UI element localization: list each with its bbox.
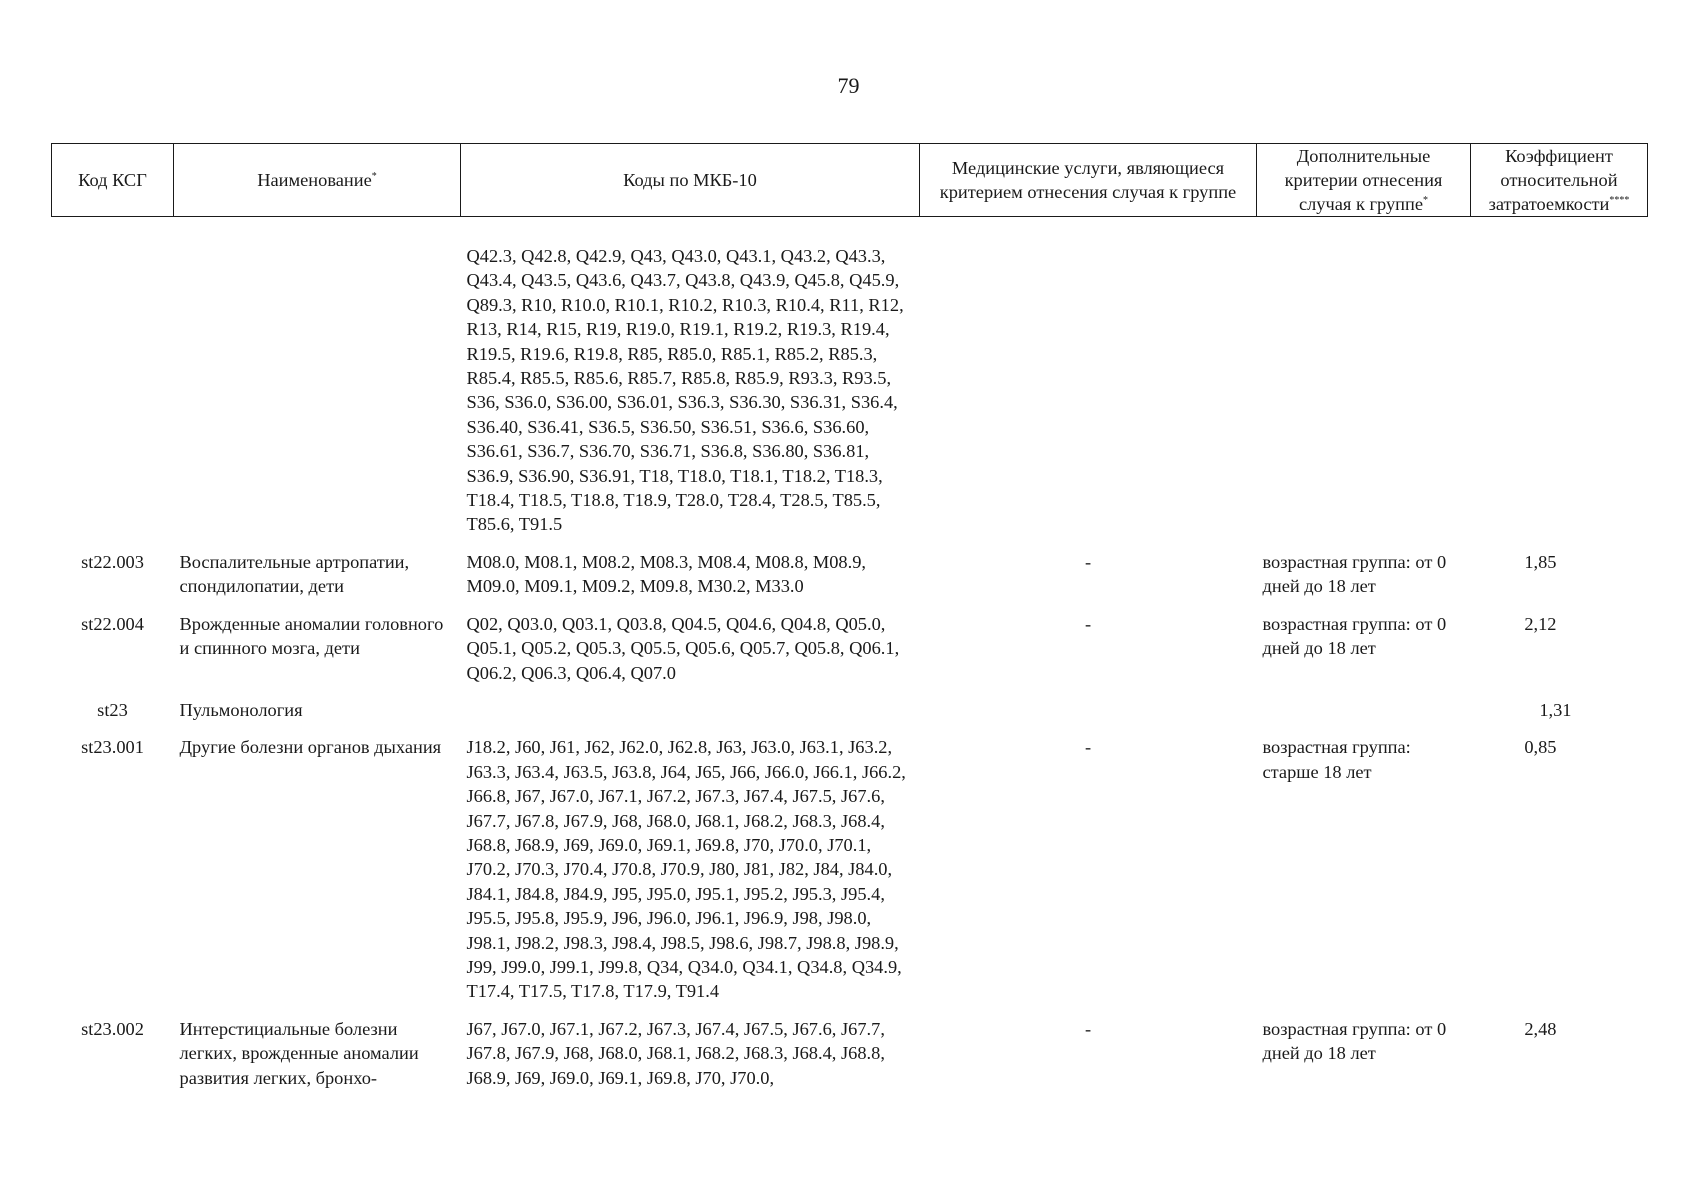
medical-services: [920, 217, 1257, 550]
header-code: Код КСГ: [52, 144, 174, 217]
ksg-name: Врожденные аномалии головного и спинного мозга, дети: [179, 613, 444, 659]
mkb-codes: Q02, Q03.0, Q03.1, Q03.8, Q04.5, Q04.6, Q04.8, Q05.0, Q05.1, Q05.2, Q05.3, Q05.5, Q05.6, Q05.7, Q05.8, Q06.1, Q06.2, Q06.3, Q06.4, Q07.0: [466, 613, 900, 683]
additional-criteria: возрастная группа: от 0 дней до 18 лет: [1262, 551, 1447, 597]
mkb-codes: J18.2, J60, J61, J62, J62.0, J62.8, J63, J63.0, J63.1, J63.2, J63.3, J63.4, J63.5, J63.8, J64, J65, J66, J66.0, J66.1, J66.2, J66.8, J67, J67.0, J67.1, J67.2, J67.3, J67.4, J67.5, J67.6, J67.7, J67.8, J67.9, J68, J68.0, J68.1, J68.2, J68.3, J68.4, J68.8, J68.9, J69, J69.0, J69.1, J69.8, J70, J70.0, J70.1, J70.2, J70.3, J70.4, J70.8, J70.9, J80, J81, J82, J84, J84.0, J84.1, J84.8, J84.9, J95, J95.0, J95.1, J95.2, J95.3, J95.4, J95.5, J95.8, J95.9, J96, J96.0, J96.1, J96.9, J98, J98.0, J98.1, J98.2, J98.3, J98.4, J98.5, J98.6, J98.7, J98.8, J98.9, J99, J99.0, J99.1, J99.8, Q34, Q34.0, Q34.1, Q34.8, Q34.9, T17.4, T17.5, T17.8, T17.9, T91.4: [466, 737, 906, 1002]
ksg-code: [52, 217, 174, 550]
medical-services: -: [1084, 551, 1092, 572]
header-services: Медицинские услуги, являющиеся критерием отнесения случая к группе: [920, 144, 1257, 217]
header-name: Наименование*: [174, 144, 461, 217]
additional-criteria: [1257, 698, 1471, 735]
mkb-codes: [461, 698, 920, 735]
table-row-group: [52, 698, 1648, 735]
footnote-mark: *: [1423, 194, 1429, 206]
cost-coefficient: [1471, 217, 1648, 550]
table-header: [52, 144, 1648, 217]
cost-coefficient: 2,48: [1524, 1018, 1557, 1039]
cost-coefficient: 2,12: [1524, 613, 1557, 634]
medical-services: -: [1084, 613, 1092, 634]
header-coefficient: Коэффициент относительной затратоемкости****: [1471, 144, 1648, 217]
medical-services: -: [1084, 737, 1092, 758]
medical-services: [920, 698, 1257, 735]
ksg-code: st23.002: [81, 1018, 144, 1039]
cost-coefficient: 1,85: [1524, 551, 1557, 572]
cost-coefficient: 1,31: [1539, 699, 1572, 720]
table-row: [52, 217, 1648, 550]
cost-coefficient: 0,85: [1524, 737, 1557, 758]
ksg-code: st22.003: [81, 551, 144, 572]
additional-criteria: [1257, 217, 1471, 550]
footnote-mark: ****: [1609, 194, 1630, 206]
additional-criteria: возрастная группа: старше 18 лет: [1262, 737, 1411, 782]
ksg-name: Пульмонология: [179, 699, 303, 720]
header-mkb: Коды по МКБ-10: [461, 144, 920, 217]
ksg-name: [174, 217, 461, 550]
additional-criteria: возрастная группа: от 0 дней до 18 лет: [1262, 613, 1447, 659]
ksg-code: st23: [97, 699, 128, 720]
ksg-name: Интерстициальные болезни легких, врожденные аномалии развития легких, бронхо-: [179, 1018, 419, 1088]
table-body: [52, 217, 1648, 1104]
mkb-codes: M08.0, M08.1, M08.2, M08.3, M08.4, M08.8, M08.9, M09.0, M09.1, M09.2, M09.8, M30.2, M33.0: [466, 551, 867, 597]
ksg-name: Другие болезни органов дыхания: [179, 737, 442, 758]
medical-services: -: [1084, 1018, 1092, 1039]
table-row: [52, 550, 1648, 612]
table-row: [52, 1017, 1648, 1103]
mkb-codes: J67, J67.0, J67.1, J67.2, J67.3, J67.4, J67.5, J67.6, J67.7, J67.8, J67.9, J68, J68.0, J68.1, J68.2, J68.3, J68.4, J68.8, J68.9, J69, J69.0, J69.1, J69.8, J70, J70.0,: [466, 1018, 885, 1088]
ksg-code: st22.004: [81, 613, 144, 634]
header-criteria: Дополнительные критерии отнесения случая к группе*: [1257, 144, 1471, 217]
page-number: 79: [837, 73, 860, 98]
table-row: [52, 735, 1648, 1016]
ksg-name: Воспалительные артропатии, спондилопатии, дети: [179, 551, 410, 597]
ksg-code: st23.001: [81, 737, 144, 758]
footnote-mark: *: [371, 170, 377, 182]
additional-criteria: возрастная группа: от 0 дней до 18 лет: [1262, 1018, 1447, 1064]
mkb-codes: Q42.3, Q42.8, Q42.9, Q43, Q43.0, Q43.1, Q43.2, Q43.3, Q43.4, Q43.5, Q43.6, Q43.7, Q43.8, Q43.9, Q45.8, Q45.9, Q89.3, R10, R10.0, R10.1, R10.2, R10.3, R10.4, R11, R12, R13, R14, R15, R19, R19.0, R19.1, R19.2, R19.3, R19.4, R19.5, R19.6, R19.8, R85, R85.0, R85.1, R85.2, R85.3, R85.4, R85.5, R85.6, R85.7, R85.8, R85.9, R93.3, R93.5, S36, S36.0, S36.00, S36.01, S36.3, S36.30, S36.31, S36.4, S36.40, S36.41, S36.5, S36.50, S36.51, S36.6, S36.60, S36.61, S36.7, S36.70, S36.71, S36.8, S36.80, S36.81, S36.9, S36.90, S36.91, T18, T18.0, T18.1, T18.2, T18.3, T18.4, T18.5, T18.8, T18.9, T28.0, T28.4, T28.5, T85.5, T85.6, T91.5: [466, 246, 904, 535]
ksg-table: [51, 143, 1648, 1103]
table-row: [52, 612, 1648, 698]
